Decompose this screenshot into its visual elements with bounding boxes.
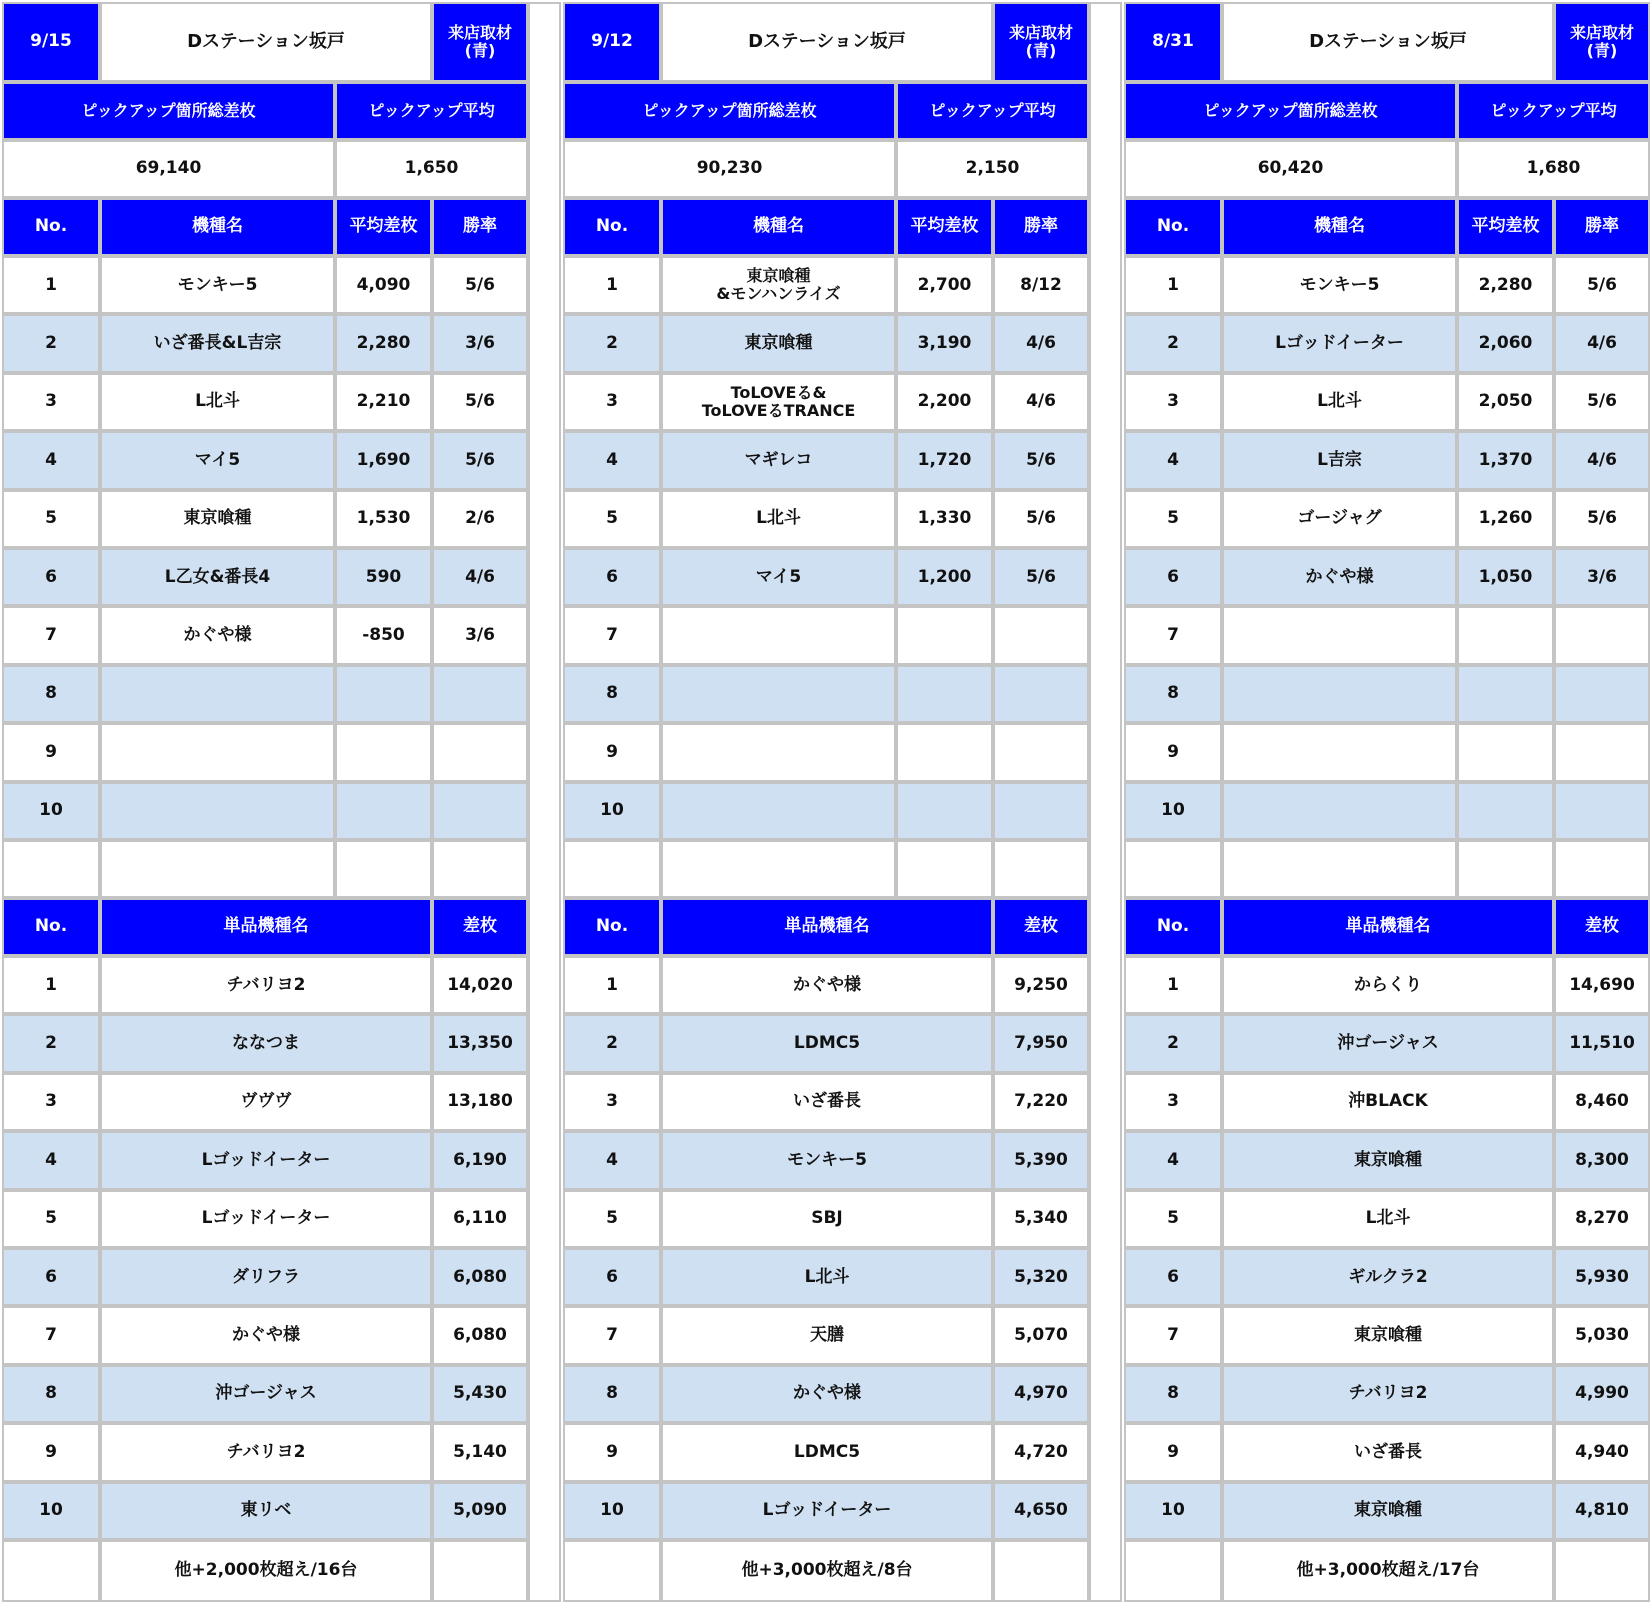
single-row-no: 8 <box>563 1365 661 1423</box>
col-header-avg-diff: 平均差枚 <box>896 198 993 256</box>
machine-row-no: 5 <box>563 490 661 548</box>
single-row-no: 4 <box>563 1131 661 1189</box>
machine-row-no: 3 <box>1124 373 1222 431</box>
machine-row-no: 3 <box>563 373 661 431</box>
store-visit-badge: 来店取材 (青) <box>1554 2 1650 82</box>
machine-row-avg-diff: 590 <box>335 548 432 606</box>
single-row-no: 10 <box>563 1482 661 1540</box>
spacer-cell <box>335 840 432 898</box>
single-row-diff: 4,990 <box>1554 1365 1650 1423</box>
footer-note: 他+2,000枚超え/16台 <box>100 1540 432 1602</box>
single-row-name: LDMC5 <box>661 1014 993 1072</box>
single-row-diff: 4,970 <box>993 1365 1089 1423</box>
panel-gap <box>1089 2 1122 1602</box>
spacer-cell <box>896 840 993 898</box>
single-row-no: 8 <box>1124 1365 1222 1423</box>
machine-row-no: 5 <box>1124 490 1222 548</box>
machine-row-avg-diff <box>1457 665 1554 723</box>
machine-row-name <box>661 665 896 723</box>
footer-note: 他+3,000枚超え/8台 <box>661 1540 993 1602</box>
machine-row-win-rate: 5/6 <box>993 490 1089 548</box>
single-row-diff: 5,340 <box>993 1190 1089 1248</box>
single-row-name: SBJ <box>661 1190 993 1248</box>
machine-row-name <box>1222 782 1457 840</box>
spacer-cell <box>432 840 528 898</box>
col-header-single-machine: 単品機種名 <box>100 898 432 956</box>
single-row-diff: 5,090 <box>432 1482 528 1540</box>
machine-row-no: 9 <box>2 723 100 781</box>
single-row-name: LDMC5 <box>661 1423 993 1481</box>
machine-row-avg-diff <box>896 606 993 664</box>
machine-row-avg-diff <box>335 782 432 840</box>
store-name: Dステーション坂戸 <box>100 2 432 82</box>
footer-blank-cell <box>993 1540 1089 1602</box>
single-row-diff: 6,190 <box>432 1131 528 1189</box>
machine-row-avg-diff: 1,260 <box>1457 490 1554 548</box>
col-header-no: No. <box>563 898 661 956</box>
pickup-total-value: 60,420 <box>1124 140 1457 198</box>
single-row-name: チバリヨ2 <box>100 1423 432 1481</box>
machine-row-name: 東京喰種 <box>100 490 335 548</box>
col-header-win-rate: 勝率 <box>1554 198 1650 256</box>
single-row-diff: 8,300 <box>1554 1131 1650 1189</box>
machine-row-no: 5 <box>2 490 100 548</box>
machine-row-no: 1 <box>2 256 100 314</box>
machine-row-no: 10 <box>1124 782 1222 840</box>
machine-row-no: 10 <box>563 782 661 840</box>
single-row-name: 沖ゴージャス <box>100 1365 432 1423</box>
single-row-diff: 6,080 <box>432 1306 528 1364</box>
machine-row-no: 8 <box>1124 665 1222 723</box>
machine-row-name <box>100 665 335 723</box>
single-row-diff: 8,460 <box>1554 1073 1650 1131</box>
machine-row-win-rate: 4/6 <box>432 548 528 606</box>
machine-row-name <box>661 723 896 781</box>
machine-row-name <box>1222 606 1457 664</box>
machine-row-avg-diff <box>1457 606 1554 664</box>
col-header-no: No. <box>1124 198 1222 256</box>
date-label: 8/31 <box>1124 2 1222 82</box>
machine-row-win-rate: 4/6 <box>1554 431 1650 489</box>
single-row-diff: 5,390 <box>993 1131 1089 1189</box>
machine-row-win-rate: 5/6 <box>432 431 528 489</box>
machine-row-win-rate <box>432 782 528 840</box>
single-row-name: ギルクラ2 <box>1222 1248 1554 1306</box>
machine-row-avg-diff: 2,210 <box>335 373 432 431</box>
machine-row-win-rate: 3/6 <box>1554 548 1650 606</box>
spacer-cell <box>1457 840 1554 898</box>
single-row-no: 3 <box>2 1073 100 1131</box>
machine-row-win-rate: 3/6 <box>432 606 528 664</box>
col-header-no: No. <box>1124 898 1222 956</box>
pickup-total-header: ピックアップ箇所総差枚 <box>1124 82 1457 140</box>
single-row-no: 2 <box>1124 1014 1222 1072</box>
single-row-no: 6 <box>2 1248 100 1306</box>
machine-row-name: 東京喰種 &モンハンライズ <box>661 256 896 314</box>
single-row-name: 東京喰種 <box>1222 1306 1554 1364</box>
pickup-average-header: ピックアップ平均 <box>335 82 528 140</box>
col-header-no: No. <box>2 898 100 956</box>
single-row-no: 7 <box>1124 1306 1222 1364</box>
machine-row-win-rate <box>1554 665 1650 723</box>
machine-row-win-rate <box>993 665 1089 723</box>
single-row-no: 5 <box>1124 1190 1222 1248</box>
report-panel <box>0 0 528 1606</box>
single-row-diff: 13,180 <box>432 1073 528 1131</box>
panel-gap <box>528 2 561 1602</box>
single-row-no: 6 <box>563 1248 661 1306</box>
single-row-name: モンキー5 <box>661 1131 993 1189</box>
machine-row-win-rate: 5/6 <box>432 373 528 431</box>
machine-row-name: L吉宗 <box>1222 431 1457 489</box>
single-row-name: いざ番長 <box>1222 1423 1554 1481</box>
single-row-no: 6 <box>1124 1248 1222 1306</box>
single-row-no: 3 <box>1124 1073 1222 1131</box>
col-header-machine: 機種名 <box>100 198 335 256</box>
col-header-no: No. <box>563 198 661 256</box>
single-row-no: 1 <box>1124 956 1222 1014</box>
machine-row-no: 4 <box>563 431 661 489</box>
machine-row-avg-diff <box>335 723 432 781</box>
machine-row-name: いざ番長&L吉宗 <box>100 314 335 372</box>
machine-row-avg-diff: 2,280 <box>1457 256 1554 314</box>
pickup-total-value: 90,230 <box>563 140 896 198</box>
machine-row-avg-diff: -850 <box>335 606 432 664</box>
single-row-name: ななつま <box>100 1014 432 1072</box>
single-row-name: ヴヴヴ <box>100 1073 432 1131</box>
col-header-diff: 差枚 <box>1554 898 1650 956</box>
single-row-no: 10 <box>1124 1482 1222 1540</box>
store-name: Dステーション坂戸 <box>661 2 993 82</box>
machine-row-avg-diff: 1,200 <box>896 548 993 606</box>
machine-row-avg-diff: 2,050 <box>1457 373 1554 431</box>
col-header-machine: 機種名 <box>661 198 896 256</box>
spacer-cell <box>661 840 896 898</box>
machine-row-name: モンキー5 <box>100 256 335 314</box>
single-row-no: 2 <box>2 1014 100 1072</box>
spacer-cell <box>1554 840 1650 898</box>
machine-row-name: ゴージャグ <box>1222 490 1457 548</box>
machine-row-name <box>1222 723 1457 781</box>
single-row-name: L北斗 <box>1222 1190 1554 1248</box>
single-row-name: ダリフラ <box>100 1248 432 1306</box>
single-row-no: 4 <box>1124 1131 1222 1189</box>
single-row-name: Lゴッドイーター <box>661 1482 993 1540</box>
machine-row-win-rate: 3/6 <box>432 314 528 372</box>
machine-row-no: 7 <box>2 606 100 664</box>
single-row-diff: 4,650 <box>993 1482 1089 1540</box>
machine-row-no: 8 <box>2 665 100 723</box>
single-row-no: 7 <box>563 1306 661 1364</box>
single-row-diff: 6,080 <box>432 1248 528 1306</box>
machine-row-win-rate: 5/6 <box>1554 373 1650 431</box>
machine-row-name: L北斗 <box>661 490 896 548</box>
machine-row-avg-diff <box>896 723 993 781</box>
machine-row-name: L北斗 <box>100 373 335 431</box>
spacer-cell <box>1124 840 1222 898</box>
single-row-diff: 8,270 <box>1554 1190 1650 1248</box>
machine-row-avg-diff: 2,280 <box>335 314 432 372</box>
machine-row-avg-diff <box>1457 782 1554 840</box>
machine-row-win-rate: 4/6 <box>1554 314 1650 372</box>
machine-row-win-rate: 5/6 <box>1554 256 1650 314</box>
machine-row-win-rate <box>993 606 1089 664</box>
single-row-diff: 13,350 <box>432 1014 528 1072</box>
col-header-win-rate: 勝率 <box>432 198 528 256</box>
single-row-name: L北斗 <box>661 1248 993 1306</box>
machine-row-avg-diff <box>1457 723 1554 781</box>
single-row-no: 3 <box>563 1073 661 1131</box>
single-row-diff: 4,720 <box>993 1423 1089 1481</box>
machine-row-name: Lゴッドイーター <box>1222 314 1457 372</box>
machine-row-no: 4 <box>1124 431 1222 489</box>
spacer-cell <box>100 840 335 898</box>
spacer-cell <box>1222 840 1457 898</box>
machine-row-avg-diff: 1,370 <box>1457 431 1554 489</box>
machine-row-no: 7 <box>1124 606 1222 664</box>
machine-row-no: 2 <box>1124 314 1222 372</box>
single-row-name: チバリヨ2 <box>1222 1365 1554 1423</box>
footer-blank-cell <box>432 1540 528 1602</box>
machine-row-win-rate: 4/6 <box>993 314 1089 372</box>
single-row-no: 9 <box>563 1423 661 1481</box>
machine-row-avg-diff: 1,720 <box>896 431 993 489</box>
single-row-name: 東京喰種 <box>1222 1482 1554 1540</box>
single-row-name: かぐや様 <box>661 1365 993 1423</box>
spacer-cell <box>993 840 1089 898</box>
single-row-diff: 5,320 <box>993 1248 1089 1306</box>
machine-row-avg-diff: 2,200 <box>896 373 993 431</box>
machine-row-name <box>100 782 335 840</box>
machine-row-avg-diff: 2,060 <box>1457 314 1554 372</box>
spacer-cell <box>563 840 661 898</box>
machine-row-no: 6 <box>2 548 100 606</box>
machine-row-no: 2 <box>563 314 661 372</box>
col-header-single-machine: 単品機種名 <box>1222 898 1554 956</box>
machine-row-win-rate: 5/6 <box>993 548 1089 606</box>
single-row-diff: 11,510 <box>1554 1014 1650 1072</box>
single-row-no: 10 <box>2 1482 100 1540</box>
machine-row-win-rate <box>1554 723 1650 781</box>
machine-row-no: 7 <box>563 606 661 664</box>
single-row-no: 9 <box>1124 1423 1222 1481</box>
col-header-single-machine: 単品機種名 <box>661 898 993 956</box>
single-row-diff: 7,220 <box>993 1073 1089 1131</box>
machine-row-win-rate <box>1554 606 1650 664</box>
single-row-diff: 5,430 <box>432 1365 528 1423</box>
report-panel <box>561 0 1089 1606</box>
machine-row-no: 6 <box>563 548 661 606</box>
machine-row-avg-diff: 3,190 <box>896 314 993 372</box>
single-row-diff: 5,140 <box>432 1423 528 1481</box>
machine-row-no: 1 <box>1124 256 1222 314</box>
single-row-no: 9 <box>2 1423 100 1481</box>
machine-row-name <box>661 782 896 840</box>
pickup-total-header: ピックアップ箇所総差枚 <box>2 82 335 140</box>
machine-row-name: かぐや様 <box>1222 548 1457 606</box>
single-row-diff: 6,110 <box>432 1190 528 1248</box>
machine-row-avg-diff: 4,090 <box>335 256 432 314</box>
machine-row-no: 1 <box>563 256 661 314</box>
machine-row-name: L乙女&番長4 <box>100 548 335 606</box>
machine-row-name <box>661 606 896 664</box>
machine-row-no: 2 <box>2 314 100 372</box>
single-row-name: Lゴッドイーター <box>100 1190 432 1248</box>
single-row-no: 1 <box>563 956 661 1014</box>
col-header-diff: 差枚 <box>993 898 1089 956</box>
single-row-diff: 5,030 <box>1554 1306 1650 1364</box>
single-row-name: 東リベ <box>100 1482 432 1540</box>
date-label: 9/12 <box>563 2 661 82</box>
single-row-diff: 5,930 <box>1554 1248 1650 1306</box>
machine-row-name: マイ5 <box>100 431 335 489</box>
machine-row-name: L北斗 <box>1222 373 1457 431</box>
machine-row-avg-diff: 1,530 <box>335 490 432 548</box>
single-row-name: Lゴッドイーター <box>100 1131 432 1189</box>
footer-blank-cell <box>1554 1540 1650 1602</box>
machine-row-no: 9 <box>1124 723 1222 781</box>
store-visit-badge: 来店取材 (青) <box>432 2 528 82</box>
col-header-no: No. <box>2 198 100 256</box>
machine-row-win-rate: 4/6 <box>993 373 1089 431</box>
machine-row-avg-diff <box>896 665 993 723</box>
date-label: 9/15 <box>2 2 100 82</box>
machine-row-no: 10 <box>2 782 100 840</box>
machine-row-win-rate <box>993 782 1089 840</box>
machine-row-name: マギレコ <box>661 431 896 489</box>
machine-row-win-rate <box>993 723 1089 781</box>
machine-row-win-rate <box>432 665 528 723</box>
single-row-name: かぐや様 <box>661 956 993 1014</box>
pickup-average-header: ピックアップ平均 <box>896 82 1089 140</box>
machine-row-win-rate <box>432 723 528 781</box>
machine-row-no: 9 <box>563 723 661 781</box>
machine-row-name: モンキー5 <box>1222 256 1457 314</box>
report-panel <box>1122 0 1650 1606</box>
single-row-name: からくり <box>1222 956 1554 1014</box>
machine-row-name: かぐや様 <box>100 606 335 664</box>
machine-row-name: 東京喰種 <box>661 314 896 372</box>
pickup-average-header: ピックアップ平均 <box>1457 82 1650 140</box>
machine-row-name <box>1222 665 1457 723</box>
pickup-total-header: ピックアップ箇所総差枚 <box>563 82 896 140</box>
machine-row-no: 8 <box>563 665 661 723</box>
store-name: Dステーション坂戸 <box>1222 2 1554 82</box>
machine-row-avg-diff <box>896 782 993 840</box>
single-row-name: かぐや様 <box>100 1306 432 1364</box>
pickup-average-value: 1,650 <box>335 140 528 198</box>
single-row-no: 5 <box>2 1190 100 1248</box>
single-row-diff: 7,950 <box>993 1014 1089 1072</box>
single-row-name: 東京喰種 <box>1222 1131 1554 1189</box>
footer-blank-cell <box>2 1540 100 1602</box>
pickup-average-value: 1,680 <box>1457 140 1650 198</box>
col-header-avg-diff: 平均差枚 <box>335 198 432 256</box>
machine-row-no: 6 <box>1124 548 1222 606</box>
single-row-no: 5 <box>563 1190 661 1248</box>
single-row-no: 7 <box>2 1306 100 1364</box>
single-row-name: 沖ゴージャス <box>1222 1014 1554 1072</box>
single-row-diff: 5,070 <box>993 1306 1089 1364</box>
single-row-diff: 9,250 <box>993 956 1089 1014</box>
machine-row-name <box>100 723 335 781</box>
store-visit-badge: 来店取材 (青) <box>993 2 1089 82</box>
col-header-machine: 機種名 <box>1222 198 1457 256</box>
machine-row-no: 4 <box>2 431 100 489</box>
single-row-name: チバリヨ2 <box>100 956 432 1014</box>
single-row-name: 天膳 <box>661 1306 993 1364</box>
single-row-no: 2 <box>563 1014 661 1072</box>
col-header-diff: 差枚 <box>432 898 528 956</box>
machine-row-avg-diff: 2,700 <box>896 256 993 314</box>
machine-row-no: 3 <box>2 373 100 431</box>
col-header-win-rate: 勝率 <box>993 198 1089 256</box>
footer-blank-cell <box>563 1540 661 1602</box>
col-header-avg-diff: 平均差枚 <box>1457 198 1554 256</box>
single-row-name: いざ番長 <box>661 1073 993 1131</box>
machine-row-win-rate: 2/6 <box>432 490 528 548</box>
single-row-diff: 4,940 <box>1554 1423 1650 1481</box>
machine-row-win-rate <box>1554 782 1650 840</box>
single-row-diff: 14,690 <box>1554 956 1650 1014</box>
machine-row-win-rate: 8/12 <box>993 256 1089 314</box>
machine-row-avg-diff: 1,050 <box>1457 548 1554 606</box>
machine-row-avg-diff: 1,330 <box>896 490 993 548</box>
single-row-no: 1 <box>2 956 100 1014</box>
machine-row-avg-diff <box>335 665 432 723</box>
spacer-cell <box>2 840 100 898</box>
machine-row-avg-diff: 1,690 <box>335 431 432 489</box>
machine-row-win-rate: 5/6 <box>1554 490 1650 548</box>
machine-row-name: マイ5 <box>661 548 896 606</box>
single-row-no: 4 <box>2 1131 100 1189</box>
footer-blank-cell <box>1124 1540 1222 1602</box>
pickup-average-value: 2,150 <box>896 140 1089 198</box>
single-row-diff: 14,020 <box>432 956 528 1014</box>
single-row-name: 沖BLACK <box>1222 1073 1554 1131</box>
machine-row-name: ToLOVEる& ToLOVEるTRANCE <box>661 373 896 431</box>
machine-row-win-rate: 5/6 <box>993 431 1089 489</box>
pickup-total-value: 69,140 <box>2 140 335 198</box>
machine-row-win-rate: 5/6 <box>432 256 528 314</box>
single-row-no: 8 <box>2 1365 100 1423</box>
single-row-diff: 4,810 <box>1554 1482 1650 1540</box>
footer-note: 他+3,000枚超え/17台 <box>1222 1540 1554 1602</box>
